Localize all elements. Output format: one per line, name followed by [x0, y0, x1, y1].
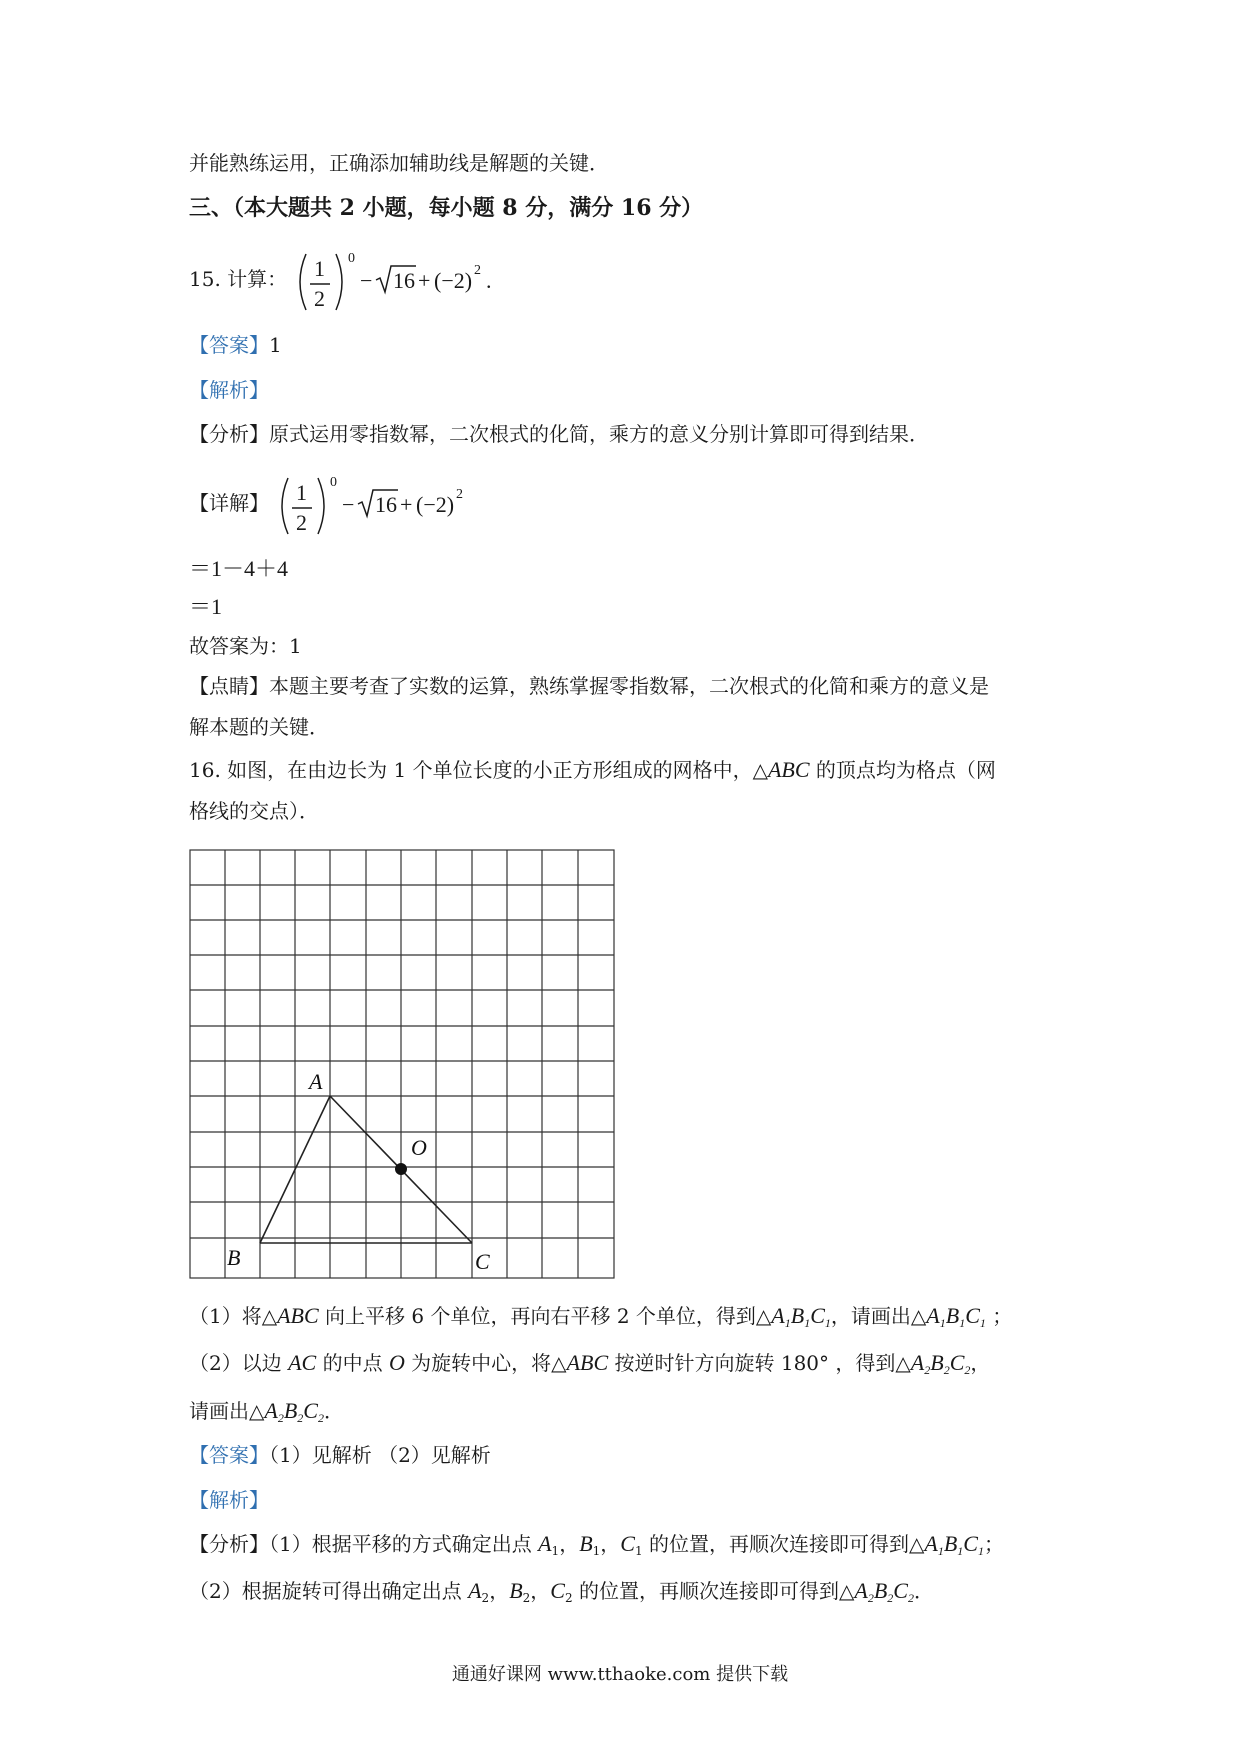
dianjing-line: 【点睛】本题主要考查了实数的运算，熟练掌握零指数幂，二次根式的化简和乘方的意义是 — [189, 674, 989, 698]
question-16-line-1: 16. 如图，在由边长为 1 个单位长度的小正方形组成的网格中，△ABC 的顶点均为格点（网 — [189, 757, 996, 782]
svg-text:−: − — [360, 268, 373, 293]
section-heading: 三、（本大题共 2 小题，每小题 8 分，满分 16 分） — [189, 195, 704, 221]
svg-text:0: 0 — [330, 475, 337, 490]
svg-text:(−2): (−2) — [416, 492, 455, 517]
label-a: A — [309, 1069, 323, 1094]
analysis-tag: 【解析】 — [189, 378, 269, 402]
svg-text:2: 2 — [474, 263, 481, 278]
q15-expression — [290, 248, 510, 320]
svg-text:1: 1 — [314, 256, 325, 281]
svg-text:16: 16 — [393, 268, 415, 293]
svg-text:1: 1 — [296, 480, 307, 505]
label-b: B — [227, 1245, 241, 1270]
grid-figure — [189, 849, 617, 1281]
svg-text:+: + — [418, 268, 431, 293]
dianjing-line-2: 解本题的关键． — [189, 715, 329, 739]
svg-text:2: 2 — [456, 487, 463, 502]
detail-tag: 【详解】 — [189, 491, 269, 515]
q16-fenxi-2: （2）根据旋转可得出确定出点 $A_2$，$B_2$，$C_2$ 的位置，再顺次连接即可得到$\triangle A_2B_2C_2$． — [189, 1578, 934, 1605]
svg-text:0: 0 — [348, 251, 355, 266]
label-c: C — [475, 1249, 490, 1274]
q16-part-2-cont: 请画出$\triangle A_2B_2C_2$． — [189, 1398, 344, 1425]
svg-text:−: − — [342, 492, 355, 517]
point-o — [395, 1163, 407, 1175]
label-o: O — [411, 1135, 427, 1160]
q16-answer: 【答案】（1）见解析 （2）见解析 — [189, 1443, 491, 1467]
q15-detail-expression — [272, 472, 482, 544]
q16-part-2: （2）以边 AC 的中点 O 为旋转中心，将△ABC 按逆时针方向旋转 180° ，得到$\triangle A_2B_2C_2$， — [189, 1350, 991, 1377]
question-15-prefix: 15. 计算： — [189, 267, 288, 291]
q16-fenxi-1: 【分析】（1）根据平移的方式确定出点 $A_1$，$B_1$，$C_1$ 的位置，再顺次连接即可得到$\triangle A_1B_1C_1$； — [189, 1531, 1004, 1558]
svg-text:2: 2 — [296, 510, 307, 535]
q16-analysis-tag: 【解析】 — [189, 1488, 269, 1512]
svg-text:2: 2 — [314, 286, 325, 311]
step-1: ＝1－4＋4 — [189, 556, 289, 581]
answer-line: 【答案】1 — [189, 333, 282, 357]
conclusion: 故答案为：1 — [189, 634, 302, 658]
step-2: ＝1 — [189, 594, 223, 619]
fenxi-line: 【分析】原式运用零指数幂，二次根式的化简，乘方的意义分别计算即可得到结果． — [189, 422, 929, 446]
q16-part-1: （1）将△ABC 向上平移 6 个单位，再向右平移 2 个单位，得到$\triangle A_1B_1C_1$，请画出$\triangle A_1B_1C_1$ ； — [189, 1303, 1013, 1330]
svg-text:+: + — [400, 492, 413, 517]
page-footer: 通通好课网 www.tthaoke.com 提供下载 — [451, 1664, 789, 1685]
text-line: 并能熟练运用，正确添加辅助线是解题的关键． — [189, 151, 609, 175]
question-16-line-2: 格线的交点）． — [189, 799, 319, 823]
svg-text:16: 16 — [375, 492, 397, 517]
svg-text:.: . — [486, 268, 492, 293]
svg-text:(−2): (−2) — [434, 268, 473, 293]
